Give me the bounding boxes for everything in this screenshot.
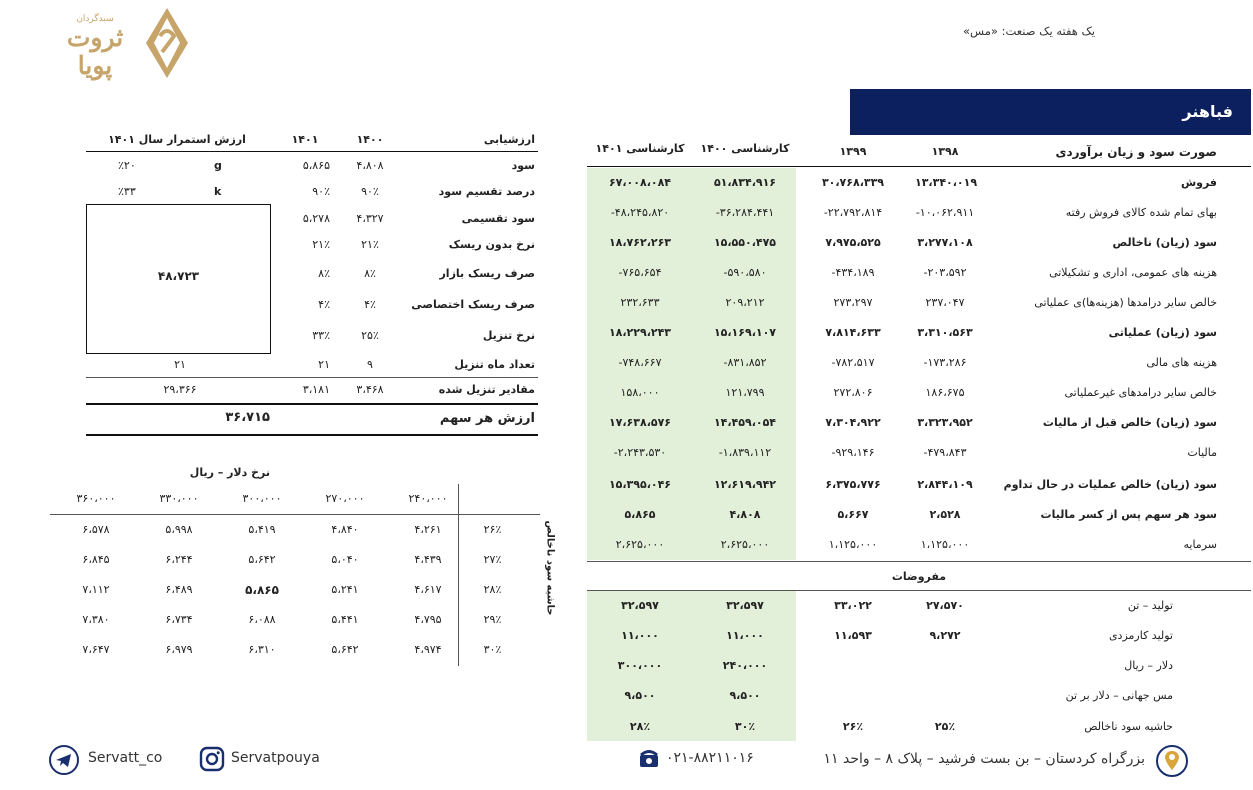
income-cell-1399: ۲۷۳،۲۹۷ [833,296,873,309]
valuation-cell-1401: ۳،۱۸۱ [302,383,330,396]
valuation-cell-1401: ۳۳٪ [312,329,330,342]
g-label: g [214,159,222,172]
income-row-label: بهای تمام شده کالای فروش رفته [1065,206,1217,219]
sensitivity-cell: ۵،۶۴۲ [331,643,359,656]
income-header-rule [587,166,1251,167]
sensitivity-cell: ۶،۵۷۸ [82,523,110,536]
terminal-value-box [86,204,271,354]
income-cell-1398: -۴۷۹،۸۴۳ [923,446,967,459]
valuation-subtotal-rule [86,377,538,378]
valuation-header-continuing: ارزش استمرار سال ۱۴۰۱ [108,133,246,146]
sensitivity-cell: ۵،۹۹۸ [165,523,193,536]
income-cell-1401: ۶۷،۰۰۸،۰۸۴ [608,176,672,189]
share-value-label: ارزش هر سهم [439,411,535,426]
income-cell-1398: ۲،۵۲۸ [929,508,961,521]
income-row-label: سود (زیان) ناخالص [1112,236,1217,249]
phone-number: ۰۲۱-۸۸۲۱۱۰۱۶ [666,750,754,766]
company-title: فباهنر [850,89,1251,135]
income-cell-1399: ۶،۳۷۵،۷۷۶ [825,478,881,491]
telegram-link[interactable] [48,744,163,779]
sensitivity-row-margin: ۲۸٪ [483,583,502,596]
income-cell-1398: -۱۰،۰۶۲،۹۱۱ [915,206,975,219]
income-cell-1398: ۱۸۶،۶۷۵ [925,386,965,399]
sensitivity-header-rule [50,514,540,515]
sensitivity-cell: ۴،۷۹۵ [414,613,442,626]
sensitivity-cell: ۵،۰۴۰ [331,553,359,566]
income-row-label: سود (زیان) خالص قبل از مالیات [1042,416,1217,429]
income-row-label: هزینه های عمومی، اداری و تشکیلاتی [1049,266,1217,279]
g-value: ٪۲۰ [118,159,136,172]
assumption-cell-1401: ۲۸٪ [629,720,651,733]
assumption-label: مس جهانی – دلار بر تن [1065,689,1173,702]
valuation-cell-1401: ۵،۲۷۸ [302,212,330,225]
valuation-cell-1400: ۴،۳۲۷ [356,212,384,225]
income-cell-1399: ۱،۱۲۵،۰۰۰ [828,538,878,551]
sensitivity-side-title: حاشیه سود ناخالص [544,520,556,616]
income-cell-1400: -۱،۸۳۹،۱۱۲ [718,446,772,459]
phone-icon [638,749,660,769]
address: بزرگراه کردستان – بن بست فرشید – پلاک ۸ – واحد ۱۱ [823,751,1145,767]
income-cell-1401: -۲،۲۴۳،۵۳۰ [613,446,667,459]
sensitivity-cell: ۶،۷۳۴ [165,613,193,626]
valuation-cell-1400: ۳،۴۶۸ [356,383,384,396]
sensitivity-column-header: ۲۴۰،۰۰۰ [408,492,448,505]
income-cell-1398: ۱۳،۳۴۰،۰۱۹ [915,176,978,189]
valuation-row-label: سود [511,159,535,172]
sensitivity-cell: ۷،۳۸۰ [82,613,110,626]
income-cell-1401: ۲۳۲،۶۳۳ [620,296,660,309]
valuation-cell-1401: ۲۱٪ [312,238,330,251]
sensitivity-title: نرخ دلار – ریال [189,466,270,479]
share-value-bottom-rule [86,434,538,436]
terminal-value: ۴۸،۷۲۳ [157,269,200,283]
sensitivity-cell: ۶،۹۷۹ [165,643,193,656]
valuation-header-1401: ۱۴۰۱ [291,133,319,146]
share-value-top-rule [86,403,538,405]
income-cell-1401: ۲،۶۲۵،۰۰۰ [615,538,665,551]
valuation-cell-continuing: ۲۹،۳۶۶ [163,383,197,396]
assumption-cell-1398: ۲۷،۵۷۰ [926,599,964,612]
k-label: k [214,185,222,198]
sensitivity-cell: ۴،۲۶۱ [414,523,442,536]
valuation-row-label: تعداد ماه تنزیل [454,358,535,371]
logo-mark-icon [144,6,190,80]
valuation-row-label: درصد تقسیم سود [438,185,535,198]
income-cell-1400: ۱۲۱،۷۹۹ [725,386,765,399]
sensitivity-divider [458,484,459,666]
sensitivity-row-margin: ۲۶٪ [483,523,502,536]
valuation-row-label: سود تقسیمی [461,212,535,225]
income-row-label: مالیات [1187,446,1217,459]
sensitivity-cell: ۶،۲۴۴ [165,553,193,566]
instagram-link[interactable] [199,746,320,775]
income-cell-1399: ۷،۳۰۴،۹۲۲ [825,416,881,429]
income-row-label: سرمایه [1183,538,1217,551]
valuation-header-1400: ۱۴۰۰ [356,133,384,146]
income-cell-1398: ۳،۳۲۳،۹۵۲ [917,416,973,429]
income-divider [587,561,1251,562]
logo-subtitle: سبدگردان [76,14,114,24]
assumption-cell-1401: ۳۲،۵۹۷ [621,599,659,612]
income-header-1398: ۱۳۹۸ [931,145,959,158]
valuation-header-label: ارزشیابی [483,133,535,146]
income-cell-1398: -۱۷۳،۲۸۶ [923,356,967,369]
assumption-label: دلار – ریال [1124,659,1173,672]
share-value: ۳۶،۷۱۵ [225,410,270,425]
income-row-label: خالص سایر درامدهای غیرعملیاتی [1064,386,1217,399]
income-cell-1399: -۲۲،۷۹۲،۸۱۴ [823,206,883,219]
valuation-cell-1401: ۸٪ [318,267,330,280]
income-cell-1399: ۳۰،۷۶۸،۳۳۹ [821,176,885,189]
sensitivity-cell: ۴،۸۴۰ [331,523,359,536]
income-cell-1399: -۴۳۴،۱۸۹ [831,266,875,279]
assumption-cell-1400: ۱۱،۰۰۰ [726,629,764,642]
sensitivity-cell: ۶،۳۱۰ [248,643,276,656]
income-cell-1398: ۲،۸۴۴،۱۰۹ [917,478,973,491]
income-cell-1399: ۲۷۲،۸۰۶ [833,386,873,399]
valuation-header-rule [86,151,538,152]
income-cell-1400: -۳۶،۲۸۴،۴۴۱ [715,206,775,219]
sensitivity-cell: ۴،۹۷۴ [414,643,442,656]
income-cell-1401: ۱۷،۶۳۸،۵۷۶ [608,416,672,429]
income-cell-1400: -۵۹۰،۵۸۰ [723,266,767,279]
telegram-handle: Servatt_co [88,750,163,766]
income-cell-1400: ۱۴،۴۵۹،۰۵۴ [713,416,777,429]
income-cell-1400: ۱۵،۱۶۹،۱۰۷ [713,326,777,339]
phone-contact [638,749,754,772]
income-header-label: صورت سود و زیان برآوردی [1055,145,1217,159]
income-cell-1400: ۵۱،۸۳۴،۹۱۶ [713,176,777,189]
valuation-cell-1400: ۹ [367,358,373,371]
income-cell-1398: ۳،۲۷۷،۱۰۸ [917,236,973,249]
assumption-cell-1399: ۳۳،۰۲۲ [834,599,872,612]
valuation-cell-1400: ۴،۸۰۸ [356,159,384,172]
valuation-row-label: صرف ریسک اختصاصی [411,298,535,311]
valuation-cell-1400: ۸٪ [364,267,376,280]
sensitivity-row-margin: ۳۰٪ [483,643,502,656]
income-cell-1401: ۱۸،۷۶۲،۲۶۳ [608,236,672,249]
assumptions-title: مفروضات [891,570,947,583]
location-badge [1155,744,1189,781]
income-cell-1401: -۷۶۵،۶۵۴ [618,266,662,279]
income-cell-1400: ۲،۶۲۵،۰۰۰ [720,538,770,551]
assumption-cell-1398: ۹،۲۷۲ [929,629,961,642]
sensitivity-cell: ۵،۶۴۲ [248,553,276,566]
sensitivity-cell: ۵،۲۴۱ [331,583,359,596]
telegram-icon [48,744,80,776]
income-row-label: فروش [1180,176,1217,189]
sensitivity-cell: ۴،۶۱۷ [414,583,442,596]
income-row-label: هزینه های مالی [1146,356,1217,369]
sensitivity-column-header: ۲۷۰،۰۰۰ [325,492,365,505]
sensitivity-cell: ۵،۴۴۱ [331,613,359,626]
income-row-label: سود هر سهم پس از کسر مالیات [1040,508,1217,521]
income-cell-1400: ۱۲،۶۱۹،۹۴۲ [713,478,777,491]
assumption-label: تولید – تن [1127,599,1173,612]
income-cell-1400: ۲۰۹،۲۱۲ [725,296,765,309]
assumption-cell-1398: ۲۵٪ [934,720,956,733]
location-icon [1155,744,1189,778]
valuation-cell-1401: ۲۱ [318,358,330,371]
assumption-cell-1400: ۲۴۰،۰۰۰ [722,659,768,672]
valuation-cell-1400: ۴٪ [364,298,376,311]
income-cell-1399: ۷،۸۱۴،۶۳۳ [825,326,881,339]
income-cell-1399: ۵،۶۶۷ [837,508,869,521]
sensitivity-cell: ۶،۴۸۹ [165,583,193,596]
income-cell-1398: ۱،۱۲۵،۰۰۰ [920,538,970,551]
income-cell-1400: ۴،۸۰۸ [729,508,761,521]
instagram-handle: Servatpouya [231,750,320,766]
valuation-row-label: نرخ تنزیل [482,329,535,342]
assumption-cell-1401: ۱۱،۰۰۰ [621,629,659,642]
assumption-label: حاشیه سود ناخالص [1084,720,1173,733]
sensitivity-row-margin: ۲۹٪ [483,613,502,626]
assumptions-rule [587,590,1251,591]
income-cell-1399: -۹۲۹،۱۴۶ [831,446,875,459]
assumption-cell-1401: ۹،۵۰۰ [624,689,656,702]
instagram-icon [199,746,225,772]
valuation-cell-1401: ۹۰٪ [312,185,330,198]
income-header-1400: کارشناسی ۱۴۰۰ [700,142,790,155]
header-note: یک هفته یک صنعت: «مس» [963,24,1095,38]
income-cell-1398: ۲۳۷،۰۴۷ [925,296,965,309]
assumption-cell-1400: ۳۰٪ [734,720,756,733]
assumption-cell-1399: ۱۱،۵۹۳ [834,629,872,642]
income-cell-1401: ۱۵۸،۰۰۰ [620,386,660,399]
sensitivity-column-header: ۳۳۰،۰۰۰ [159,492,199,505]
income-cell-1398: ۳،۳۱۰،۵۶۳ [917,326,973,339]
income-header-1401: کارشناسی ۱۴۰۱ [595,142,685,155]
income-cell-1400: ۱۵،۵۵۰،۴۷۵ [713,236,777,249]
income-cell-1401: -۷۴۸،۶۶۷ [618,356,662,369]
income-cell-1401: ۱۵،۳۹۵،۰۴۶ [608,478,672,491]
sensitivity-cell: ۴،۴۳۹ [414,553,442,566]
income-cell-1401: -۴۸،۲۴۵،۸۲۰ [610,206,670,219]
sensitivity-cell: ۵،۴۱۹ [248,523,276,536]
income-cell-1400: -۸۳۱،۸۵۲ [723,356,767,369]
sensitivity-cell: ۵،۸۶۵ [245,583,279,597]
valuation-cell-1401: ۵،۸۶۵ [302,159,330,172]
k-value: ٪۳۳ [118,185,136,198]
assumption-cell-1400: ۳۲،۵۹۷ [726,599,764,612]
assumption-cell-1400: ۹،۵۰۰ [729,689,761,702]
brand-logo [50,6,190,80]
sensitivity-cell: ۶،۸۴۵ [82,553,110,566]
income-cell-1398: -۲۰۳،۵۹۲ [923,266,967,279]
assumption-label: تولید کارمزدی [1108,629,1173,642]
income-cell-1399: ۷،۹۷۵،۵۲۵ [825,236,881,249]
sensitivity-column-header: ۳۰۰،۰۰۰ [242,492,282,505]
valuation-row-label: صرف ریسک بازار [439,267,535,280]
assumption-cell-1399: ۲۶٪ [842,720,864,733]
valuation-row-label: نرخ بدون ریسک [448,238,535,251]
sensitivity-cell: ۶،۰۸۸ [248,613,276,626]
valuation-cell-1400: ۲۵٪ [361,329,379,342]
sensitivity-column-header: ۳۶۰،۰۰۰ [76,492,116,505]
sensitivity-cell: ۷،۶۴۷ [82,643,110,656]
income-row-label: سود (زیان) عملیاتی [1108,326,1217,339]
income-row-label: سود (زیان) خالص عملیات در حال تداوم [1003,478,1217,491]
sensitivity-row-margin: ۲۷٪ [483,553,502,566]
valuation-cell-continuing: ۲۱ [174,358,186,371]
income-cell-1401: ۵،۸۶۵ [624,508,656,521]
assumption-cell-1401: ۳۰۰،۰۰۰ [617,659,663,672]
income-cell-1399: -۷۸۲،۵۱۷ [831,356,875,369]
sensitivity-cell: ۷،۱۱۲ [82,583,110,596]
income-row-label: خالص سایر درامدها (هزینه‌ها)ی عملیاتی [1034,296,1217,309]
valuation-cell-1400: ۹۰٪ [361,185,379,198]
valuation-row-label: مقادیر تنزیل شده [438,383,535,396]
valuation-cell-1400: ۲۱٪ [361,238,379,251]
income-header-1399: ۱۳۹۹ [839,145,867,158]
logo-title: ثروت پویا [66,23,124,80]
valuation-cell-1401: ۴٪ [318,298,330,311]
income-cell-1401: ۱۸،۲۲۹،۲۴۳ [608,326,672,339]
